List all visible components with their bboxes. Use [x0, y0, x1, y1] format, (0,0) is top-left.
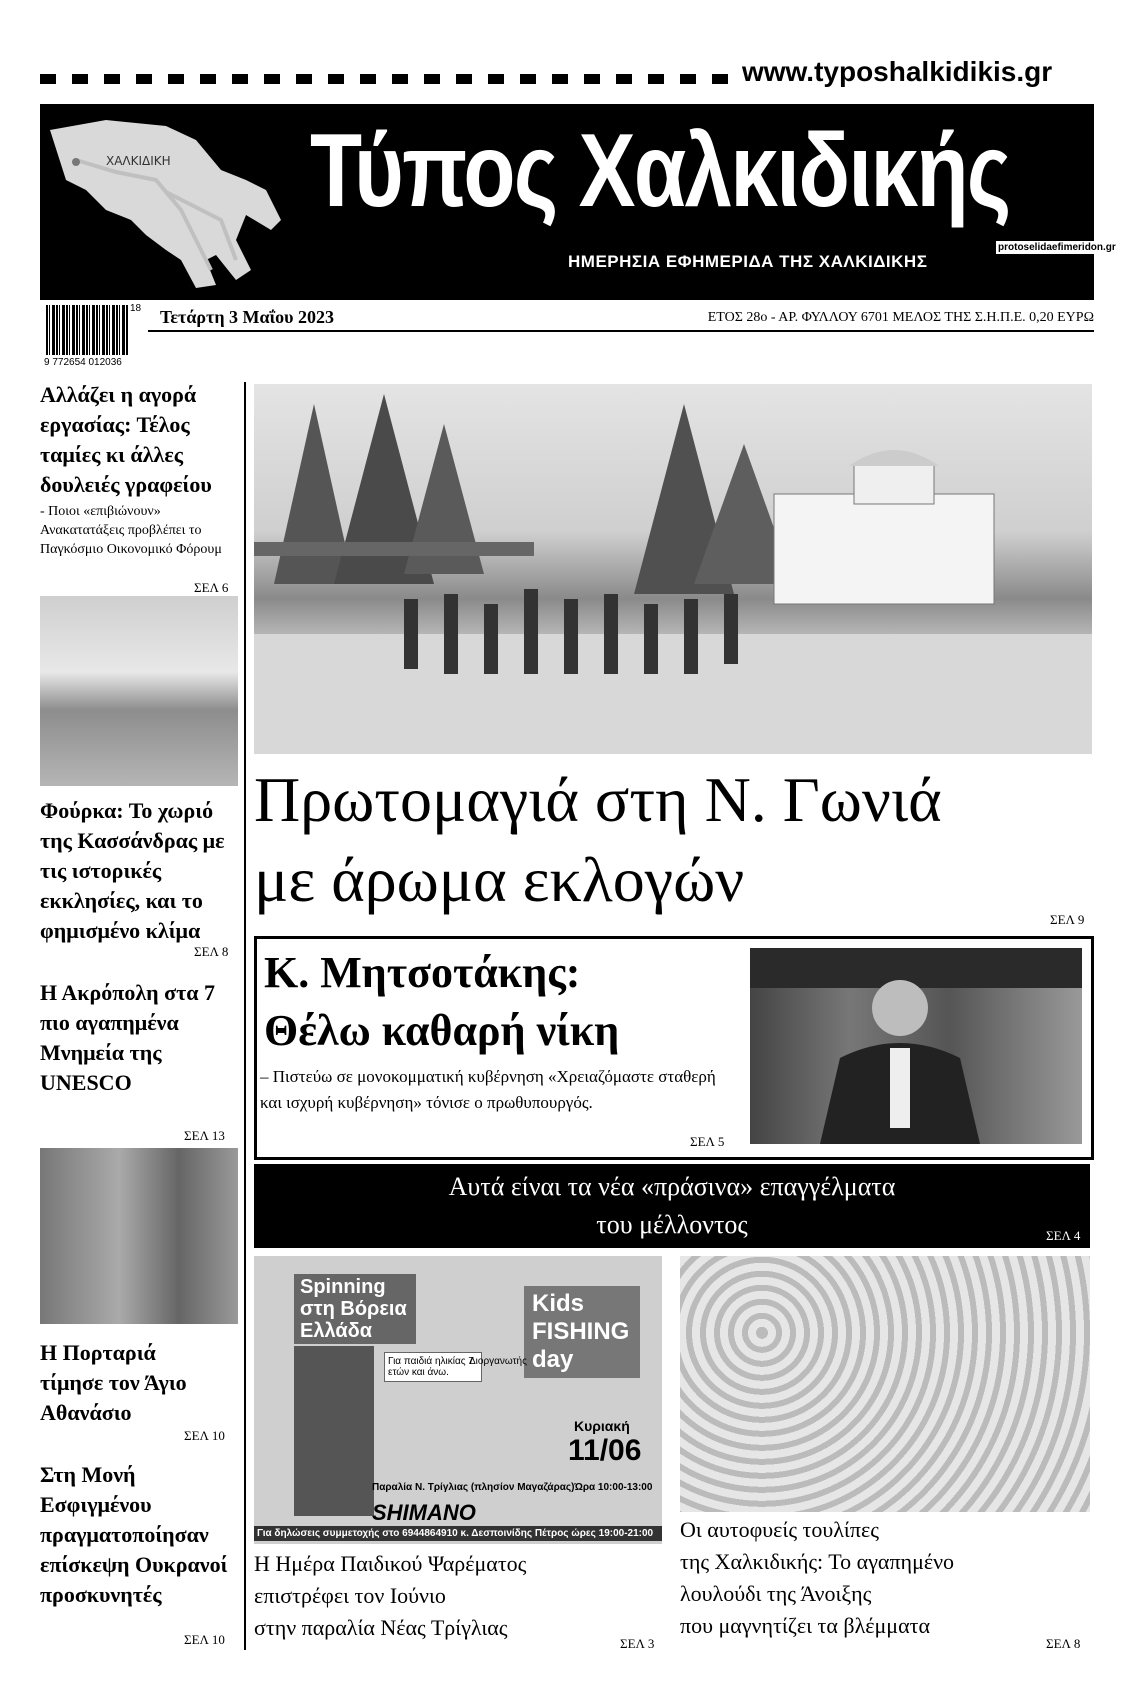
map-label: ΧΑΛΚΙΔΙΚΗ: [106, 154, 171, 168]
story-headline[interactable]: Αλλάζει η αγορά εργασίας: Τέλος ταμίες κι άλλες δουλειές γραφείου: [40, 382, 212, 497]
green-jobs-line2: του μέλλοντος: [596, 1210, 748, 1239]
tulips-caption[interactable]: [680, 1514, 954, 1642]
tulips-line1: Οι αυτοφυείς τουλίπες: [680, 1517, 879, 1542]
green-jobs-line1: Αυτά είναι τα νέα «πράσινα» επαγγέλματα: [448, 1172, 896, 1201]
boy-photo: [294, 1346, 374, 1516]
story-headline[interactable]: Η Ακρόπολη στα 7 πιο αγαπημένα Μνημεία της UNESCO: [40, 980, 216, 1095]
green-jobs-banner[interactable]: [254, 1164, 1090, 1248]
column-divider: [244, 382, 246, 1650]
dateline-rule: [148, 330, 1094, 332]
fourka-photo: [40, 596, 238, 786]
mitsotakis-line2: Θέλω καθαρή νίκη: [264, 1006, 620, 1055]
prime-minister-photo: [750, 948, 1082, 1144]
ad-day: Κυριακή: [574, 1418, 630, 1434]
tulips-photo: [680, 1256, 1090, 1512]
top-dash-rule: [40, 74, 730, 84]
barcode: [46, 305, 128, 355]
page-ref: ΣΕΛ 4: [1046, 1228, 1081, 1243]
mitsotakis-sub: – Πιστεύω σε μονοκομματική κυβέρνηση «Χρειαζόμαστε σταθερή και ισχυρή κυβέρνηση» τόνισε ο πρωθυπουργός.: [260, 1067, 716, 1112]
fishing-line1: Η Ημέρα Παιδικού Ψαρέματος: [254, 1551, 527, 1576]
ad-bubble: Για παιδιά ηλικίας 7 ετών και άνω.: [384, 1352, 482, 1382]
credit-watermark: protoselidaefimeridon.gr: [998, 242, 1116, 253]
page-ref: ΣΕΛ 5: [690, 1134, 725, 1149]
page-ref: ΣΕΛ 10: [184, 1428, 225, 1443]
story-headline[interactable]: Φούρκα: Το χωριό της Κασσάνδρας με τις ιστορικές εκκλησίες, και το φημισμένο κλίμα: [40, 798, 225, 943]
ad-organizer: Διοργανωτής: [469, 1356, 527, 1367]
ad-date: 11/06: [568, 1434, 642, 1467]
fishing-line2: επιστρέφει τον Ιούνιο: [254, 1583, 446, 1608]
ad-kids: Kids FISHING day: [524, 1286, 640, 1378]
main-headline-line1: Πρωτομαγιά στη Ν. Γωνιά: [254, 764, 942, 835]
tulips-line4: που μαγνητίζει τα βλέμματα: [680, 1613, 930, 1638]
newspaper-subtitle: ΗΜΕΡΗΣΙΑ ΕΦΗΜΕΡΙΔΑ ΤΗΣ ΧΑΛΚΙΔΙΚΗΣ: [568, 252, 928, 271]
story-headline[interactable]: Στη Μονή Εσφιγμένου πραγματοποίησαν επίσκεψη Ουκρανοί προσκυνητές: [40, 1462, 228, 1607]
ad-contact: Για δηλώσεις συμμετοχής στο 6944864910 κ. Δεσποινίδης Πέτρος ώρες 19:00-21:00: [254, 1526, 662, 1541]
page-ref: ΣΕΛ 8: [194, 944, 229, 959]
fishing-ad: [254, 1256, 662, 1544]
ad-brand: SHIMANO: [372, 1500, 476, 1525]
page-ref: ΣΕΛ 3: [620, 1636, 655, 1651]
site-url[interactable]: www.typoshalkidikis.gr: [742, 56, 1053, 87]
story-sub: - Ποιοι «επιβιώνουν» Ανακατατάξεις προβλέπει το Παγκόσμιο Οικονομικό Φόρουμ: [40, 504, 222, 557]
page-ref: ΣΕΛ 8: [1046, 1636, 1081, 1651]
barcode-number: 9 772654 012036: [44, 357, 122, 368]
tulips-line3: λουλούδι της Άνοιξης: [680, 1581, 872, 1606]
page-ref: ΣΕΛ 10: [184, 1632, 225, 1647]
ad-place: Παραλία Ν. Τρίγλιας (πλησίον Μαγαζάρας)Ώρα 10:00-13:00: [372, 1482, 653, 1493]
fishing-line3: στην παραλία Νέας Τρίγλιας: [254, 1615, 508, 1640]
main-headline[interactable]: [254, 760, 1094, 920]
fishing-caption[interactable]: [254, 1548, 526, 1644]
pm-figure: [750, 948, 1082, 1144]
story-headline[interactable]: Η Πορταριά τίμησε τον Άγιο Αθανάσιο: [40, 1340, 187, 1425]
mitsotakis-headline[interactable]: [264, 944, 619, 1060]
ad-spinning: Spinning στη Βόρεια Ελλάδα: [294, 1274, 416, 1344]
may-day-photo: [254, 384, 1092, 754]
barcode-addon: 18: [130, 303, 142, 314]
issue-date: Τετάρτη 3 Μαΐου 2023: [160, 307, 335, 327]
chalkidiki-map: [46, 110, 301, 292]
mitsotakis-line1: Κ. Μητσοτάκης:: [264, 948, 581, 997]
main-headline-line2: με άρωμα εκλογών: [254, 844, 745, 915]
page-ref: ΣΕΛ 9: [1050, 912, 1085, 927]
issue-info: ΕΤΟΣ 28ο - ΑΡ. ΦΥΛΛΟΥ 6701 ΜΕΛΟΣ ΤΗΣ Σ.Η.Π.Ε. 0,20 ΕΥΡΩ: [707, 310, 1094, 325]
newspaper-title: Τύπος Χαλκιδικής: [310, 113, 1010, 229]
tulips-line2: της Χαλκιδικής: Το αγαπημένο: [680, 1549, 955, 1574]
page-ref: ΣΕΛ 6: [194, 580, 229, 595]
portaria-photo: [40, 1148, 238, 1324]
page-ref: ΣΕΛ 13: [184, 1128, 225, 1143]
may-day-scene: [254, 384, 1092, 754]
